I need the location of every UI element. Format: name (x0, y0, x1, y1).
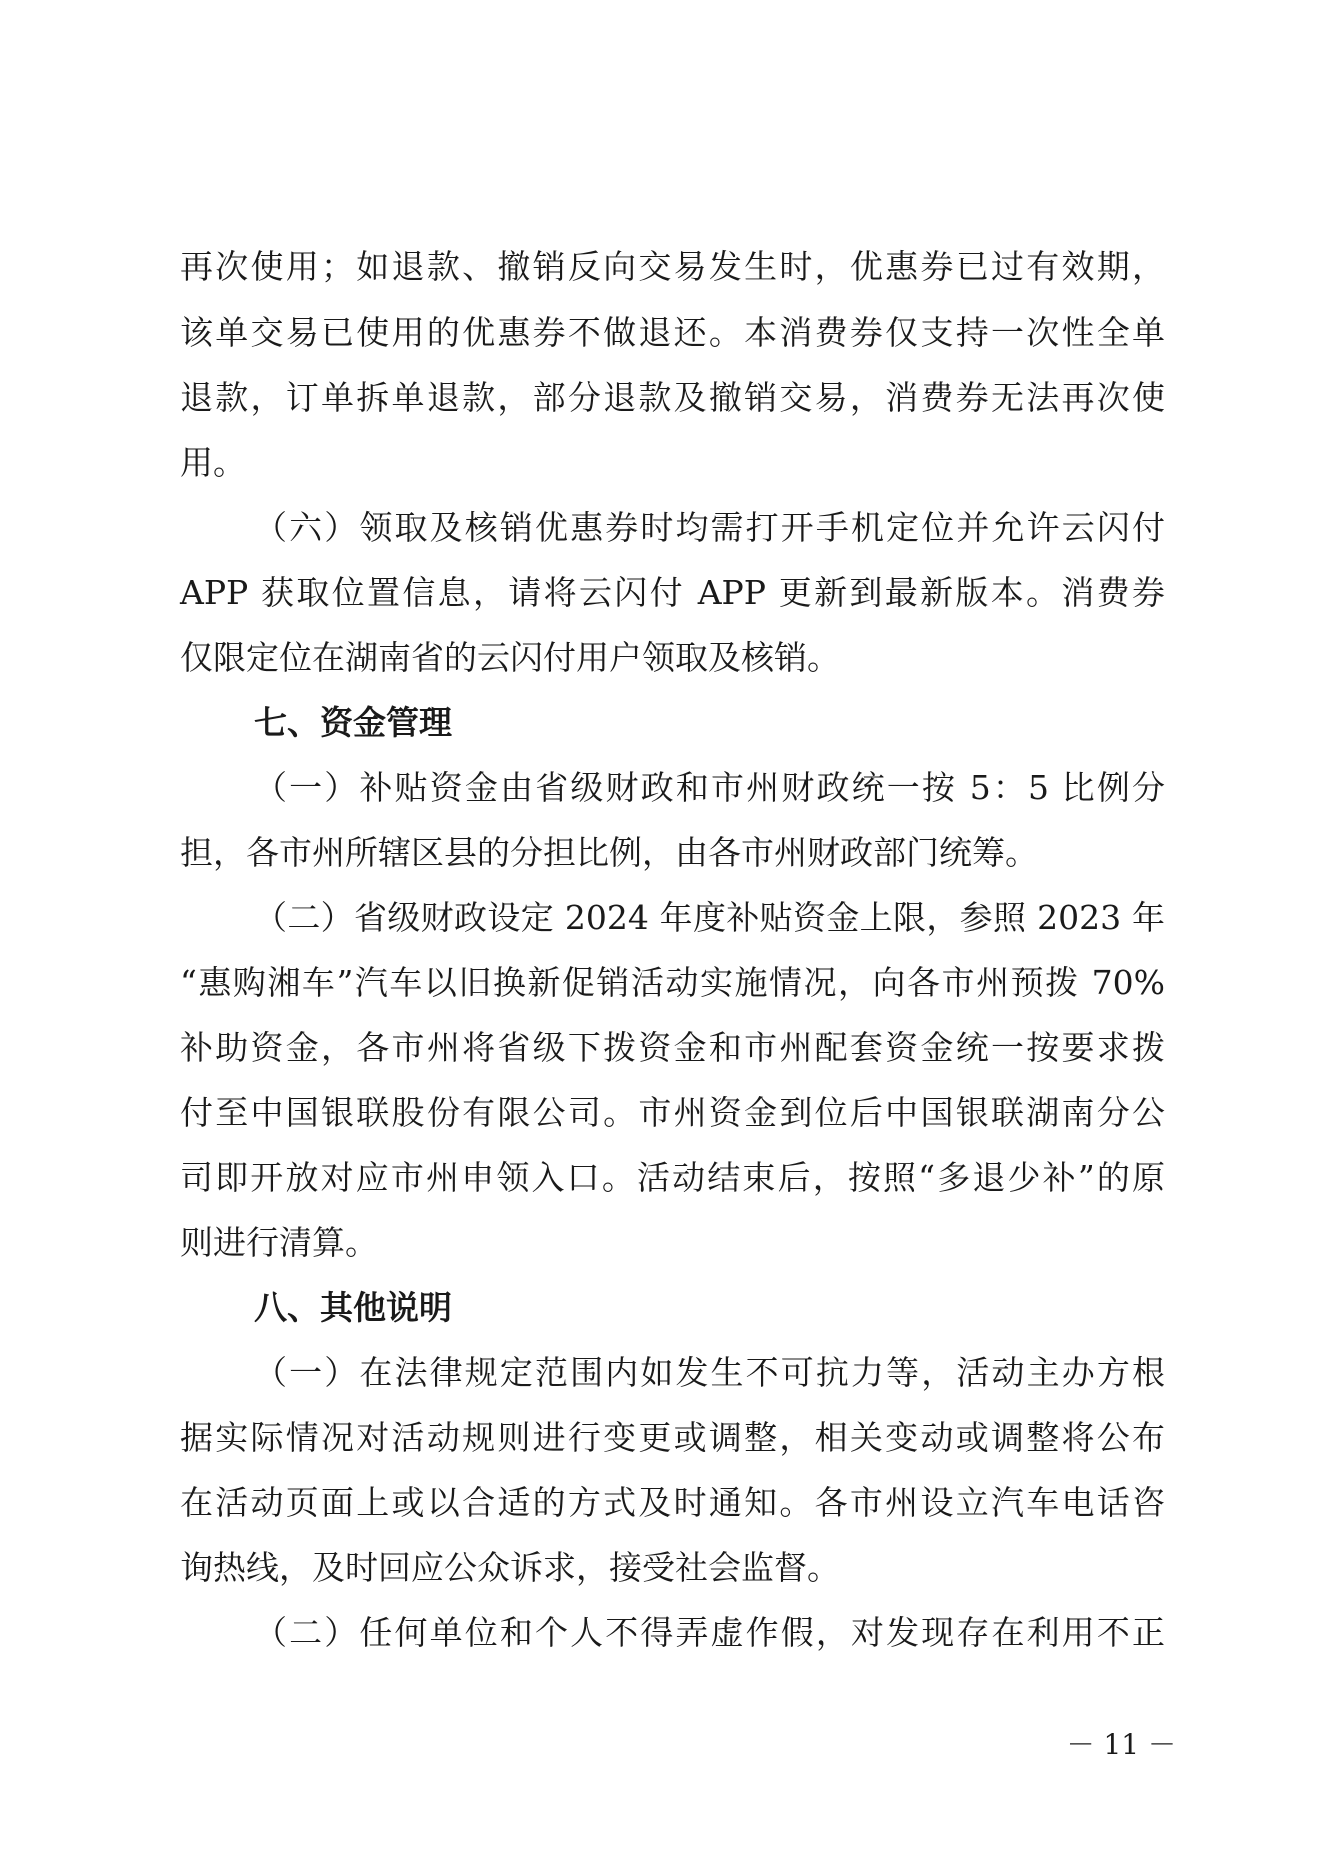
paragraph-line: （六）领取及核销优惠券时均需打开手机定位并允许云闪付 (254, 508, 1165, 547)
paragraph-line: 退款，订单拆单退款，部分退款及撤销交易，消费券无法再次使 (180, 378, 1165, 417)
paragraph-line: 则进行清算。 (180, 1223, 378, 1262)
page-number: － 11 － (1066, 1728, 1176, 1761)
paragraph-line: 据实际情况对活动规则进行变更或调整，相关变动或调整将公布 (180, 1418, 1165, 1457)
paragraph-line: （二）任何单位和个人不得弄虚作假，对发现存在利用不正 (254, 1613, 1165, 1652)
section-heading-funds-management: 七、资金管理 (254, 703, 452, 742)
section-heading-other-notes: 八、其他说明 (254, 1288, 452, 1327)
paragraph-line: APP 获取位置信息，请将云闪付 APP 更新到最新版本。消费券 (180, 573, 1165, 612)
paragraph-line: 在活动页面上或以合适的方式及时通知。各市州设立汽车电话咨 (180, 1483, 1165, 1522)
paragraph-line: 仅限定位在湖南省的云闪付用户领取及核销。 (180, 638, 840, 677)
paragraph-line: 询热线，及时回应公众诉求，接受社会监督。 (180, 1548, 840, 1587)
paragraph-line: 补助资金，各市州将省级下拨资金和市州配套资金统一按要求拨 (180, 1028, 1165, 1067)
paragraph-line: 司即开放对应市州申领入口。活动结束后，按照“多退少补”的原 (180, 1158, 1165, 1197)
paragraph-line: 该单交易已使用的优惠券不做退还。本消费券仅支持一次性全单 (180, 313, 1165, 352)
paragraph-line: （二）省级财政设定 2024 年度补贴资金上限，参照 2023 年 (254, 898, 1165, 937)
paragraph-line: 担，各市州所辖区县的分担比例，由各市州财政部门统筹。 (180, 833, 1038, 872)
paragraph-line: （一）在法律规定范围内如发生不可抗力等，活动主办方根 (254, 1353, 1165, 1392)
paragraph-line: “惠购湘车”汽车以旧换新促销活动实施情况，向各市州预拨 70% (180, 963, 1165, 1002)
paragraph-line: 再次使用；如退款、撤销反向交易发生时，优惠券已过有效期， (180, 247, 1165, 286)
paragraph-line: （一）补贴资金由省级财政和市州财政统一按 5：5 比例分 (254, 768, 1165, 807)
paragraph-line: 用。 (180, 443, 246, 482)
paragraph-line: 付至中国银联股份有限公司。市州资金到位后中国银联湖南分公 (180, 1093, 1165, 1132)
